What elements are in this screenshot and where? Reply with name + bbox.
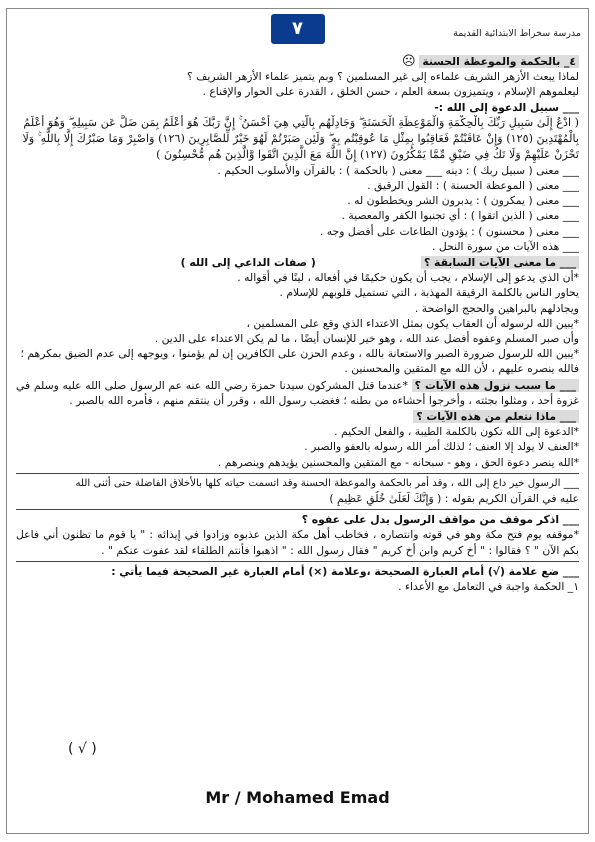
meaning-5: ___ معنى ( محسنون ) : يؤدون الطاعات على أفضل وجه . xyxy=(319,224,579,238)
meaning-answer-2: يحاور الناس بالكلمة الرقيقة المهذبة ، التي تستميل قلوبهم للإسلام . xyxy=(279,286,579,300)
meaning-3: ___ معنى ( يمكرون ) : يدبرون الشر ويخططون له . xyxy=(347,194,579,208)
learn-question-line xyxy=(16,409,579,424)
meaning-4: ___ معنى ( الذين اتقوا ) : أي تجنبوا الكفر والمعصية . xyxy=(341,209,579,223)
meaning-answer-6: *يبين الله للرسول ضرورة الصبر والاستعانة بالله ، وعدم الحزن على الكافرين إن لم يؤمنوا ، ويوجهه إلى عدم الضيق بمكرهم ؛ xyxy=(20,347,579,361)
prophet-line-1: ___ الرسول خير داع إلى الله ، وقد أمر بالحكمة والموعظة الحسنة وقد اتسمت حياته كلها بالأخلاق الفاضلة حتى أثنى الله xyxy=(75,477,579,489)
section-title: ٤_ بالحكمة والموعظة الحسنة xyxy=(419,55,579,68)
quran-verses: ( ادْعُ إِلَىٰ سَبِيلِ رَبِّكَ بِالْحِكْمَةِ وَالْمَوْعِظَةِ الْحَسَنَةِ ۖ وَجَادِلْهُم بِالَّتِي هِيَ أَحْسَنُ ۚ إِنَّ رَبَّكَ هُوَ أَعْلَمُ بِمَن ضَلَّ عَن سَبِيلِهِ ۖ وَهُوَ أَعْلَمُ بِالْمُهْتَدِينَ (١٢٥) وَإِنْ عَاقَبْتُمْ فَعَاقِبُوا بِمِثْلِ مَا عُوقِبْتُم بِهِ ۖ وَلَئِن صَبَرْتُمْ لَهُوَ خَيْرٌ لِّلصَّابِرِينَ (١٢٦) وَاصْبِرْ وَمَا صَبْرُكَ إِلَّا بِاللَّهِ ۚ وَلَا تَحْزَنْ عَلَيْهِمْ وَلَا تَكُ فِي ضَيْقٍ مِّمَّا يَمْكُرُونَ (١٢٧) إِنَّ اللَّهَ مَعَ الَّذِينَ اتَّقَوا وَّالَّذِينَ هُم مُّحْسِنُونَ ) xyxy=(22,115,579,161)
reason-block xyxy=(16,378,579,408)
meaning-1: ___ معنى ( سبيل ربك ) : دينه ___ معنى ( بالحكمة ) : بالقرآن والأسلوب الحكيم . xyxy=(217,163,579,177)
divider-3 xyxy=(16,561,579,562)
section-title-line xyxy=(16,54,579,69)
meaning-2: ___ معنى ( الموعظة الحسنة ) : القول الرقيق . xyxy=(367,179,579,193)
intro-answer: ليعلموهم الإسلام ، ويتميزون بسعة العلم ، حسن الخلق ، القدرة على الحوار والإقناع . xyxy=(202,85,579,99)
exercise-item-1: ١_ الحكمة واجبة في التعامل مع الأعداء . xyxy=(398,580,579,594)
reason-question: ___ ما سبب نزول هذه الآيات ؟ xyxy=(412,379,579,392)
smiley-face-icon: ☹ xyxy=(402,54,416,69)
author-signature: Mr / Mohamed Emad xyxy=(205,788,390,807)
page-header xyxy=(14,14,581,48)
learn-answer-2: *العنف لا يولد إلا العنف ؛ لذلك أمر الله رسوله بالعفو والصبر . xyxy=(304,440,579,454)
meaning-answer-1: *أن الذي يدعو إلى الإسلام ، يجب أن يكون حكيمًا في أفعاله ، لينًا في أقواله . xyxy=(237,271,579,285)
learn-question: ___ ماذا نتعلم من هذه الآيات ؟ xyxy=(413,410,579,423)
forgive-answer: *موقفه يوم فتح مكة وهو في قوته وانتصاره ، فخاطب أهل مكة الذين عذبوه وزادوا في إيذائه : " يا قوم ما تظنون أني فاعل بكم الآن " ؟ فقالوا : " أخ كريم وابن أخ كريم " فقال رسول الله : " اذهبوا فأنتم الطلقاء لقد عفوت عنكم " . xyxy=(16,528,579,557)
divider-2 xyxy=(16,509,579,510)
surah-note: ___ هذه الآيات من سورة النحل . xyxy=(431,239,579,253)
reason-answer: *عندما قتل المشركون سيدنا حمزة رضي الله عنه عم الرسول صلى الله عليه وسلم في غزوة أحد ، ومثلوا بجثته ، وأخرجوا أحشاءه من بطنه ؛ فغضب رسول الله ، وقرر أن ينتقم منهم ، فأمره الله بالصبر . xyxy=(16,378,579,407)
meaning-question-line xyxy=(16,255,579,270)
meaning-note: ( صفات الداعي إلى الله ) xyxy=(180,256,316,270)
learn-answer-3: *الله ينصر دعوة الحق ، وهو - سبحانه - مع المتقين والمحسنين يؤيدهم وينصرهم . xyxy=(217,455,579,469)
page-number-badge: ٧ xyxy=(271,14,325,44)
forgive-question: ___ اذكر موقف من مواقف الرسول يدل على عفوه ؟ xyxy=(301,513,579,527)
intro-question: لماذا يبعث الأزهر الشريف علماءه إلى غير المسلمين ؟ وبم يتميز علماء الأزهر الشريف ؟ xyxy=(186,70,579,84)
meaning-answer-5: وأن صبر المسلم وعفوه أفضل عند الله ، وهو خير للإنسان أيضًا ، ما لم يكن الاعتداء على الدين . xyxy=(154,332,579,346)
meaning-answer-3: ويجادلهم بالبراهين والحجج الواضحة . xyxy=(414,301,579,315)
meaning-answer-7: فالله ينصره عليهم ، لأن الله مع المتقين والمحسنين . xyxy=(344,362,579,376)
prophet-line-2: عليه في القرآن الكريم بقوله : ( وَإِنَّكَ لَعَلَىٰ خُلُقٍ عَظِيمٍ ) xyxy=(329,492,579,506)
meaning-answer-4: *يبين الله لرسوله أن العقاب يكون بمثل الاعتداء الذي وقع على المسلمين ، xyxy=(246,316,579,330)
lesson-content xyxy=(16,54,579,594)
dawah-path-heading: ___ سبيل الدعوة إلى الله :- xyxy=(434,100,579,114)
school-name: مدرسة سخراط الابتدائية القديمة xyxy=(453,28,581,39)
learn-answer-1: *الدعوة إلى الله تكون بالكلمة الطيبة ، والفعل الحكيم . xyxy=(334,425,579,439)
exercise-answer-checkmark: ( √ ) xyxy=(68,741,97,757)
divider-1 xyxy=(16,473,579,474)
meaning-question: ___ ما معنى الآيات السابقة ؟ xyxy=(421,256,579,269)
exercise-instruction: ___ ضع علامة (√) أمام العبارة الصحيحة ،وعلامة (×) أمام العبارة غير الصحيحة فيما يأتي : xyxy=(111,564,579,578)
